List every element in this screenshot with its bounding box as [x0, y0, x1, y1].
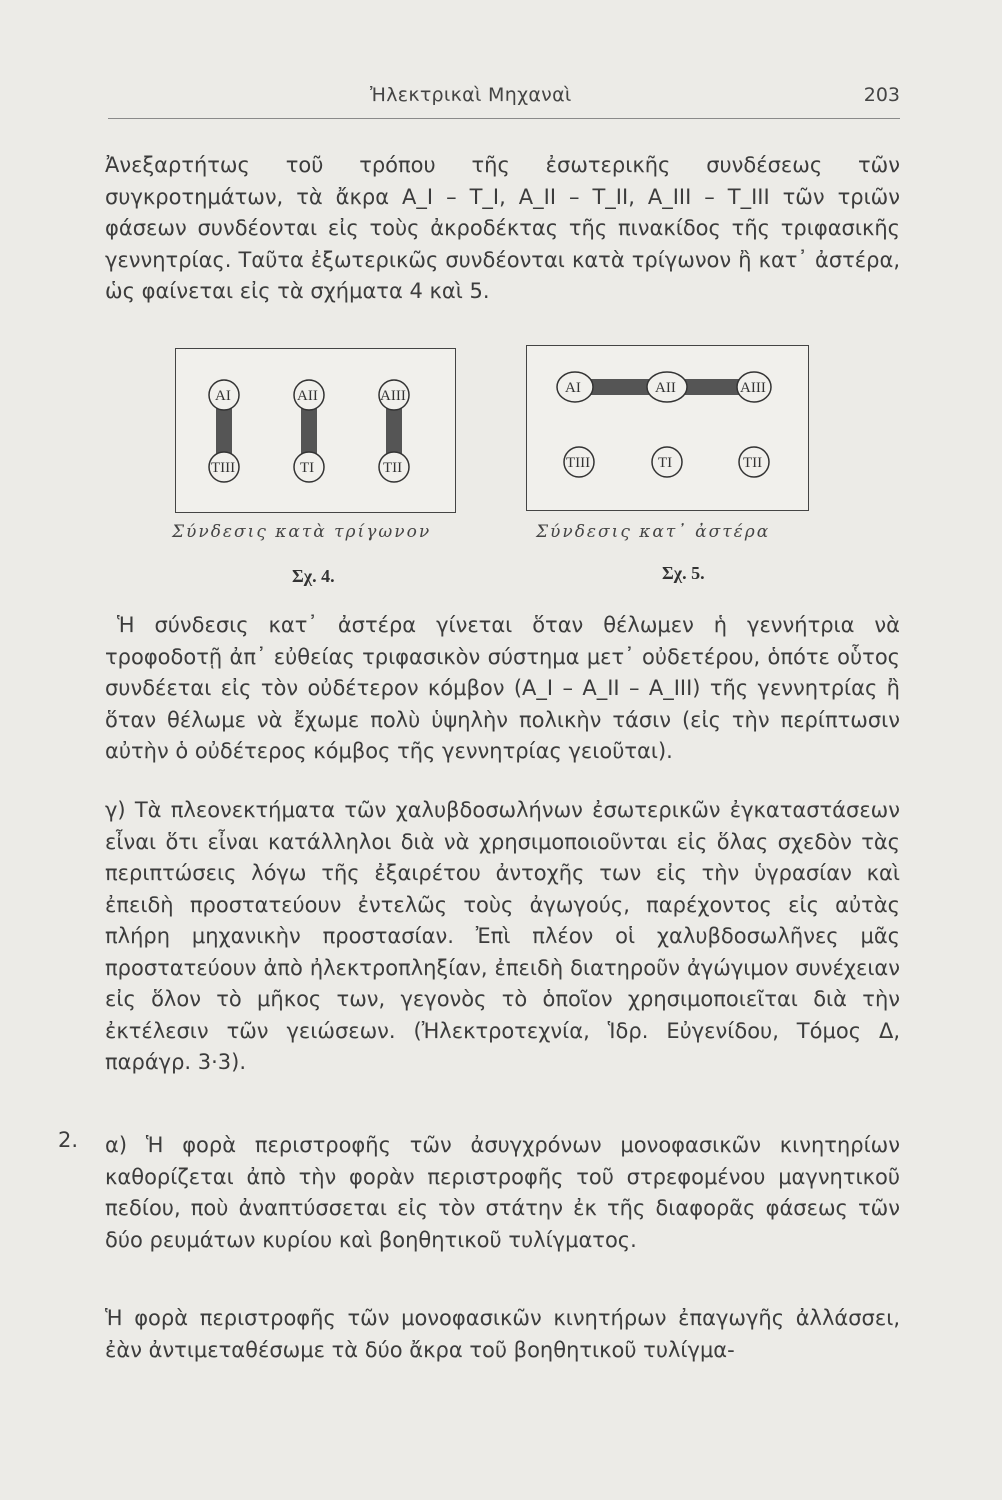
figure-5-caption: Σύνδεσις κατ᾽ ἀστέρα: [536, 522, 771, 542]
label-t3: TIII: [566, 455, 591, 471]
figure-5-number: Σχ. 5.: [662, 563, 705, 583]
label-t2: TII: [383, 460, 403, 476]
paragraph-rotation-direction: α) Ἡ φορὰ περιστροφῆς τῶν ἀσυγχρόνων μονοφασικῶν κινητηρίων καθορίζεται ἀπὸ τὴν φορὰν περιστροφῆς τοῦ στρεφομένου μαγνητικοῦ πεδίου, ποὺ ἀναπτύσσεται εἰς τὸν στάτην ἐκ τῆς διαφορᾶς φάσεως τῶν δύο ρευμάτων κυρίου καὶ βοηθητικοῦ τυλίγματος.: [105, 1133, 900, 1252]
delta-bottom-nodes: [209, 452, 409, 482]
star-bottom-nodes: [564, 447, 769, 477]
header-rule: [108, 118, 900, 119]
label-a3: AIII: [740, 380, 766, 396]
figure-5-svg: [527, 346, 808, 510]
running-head: [370, 84, 900, 114]
figure-5-star: [526, 345, 809, 511]
label-a1: AI: [215, 388, 231, 404]
figure-4-number: Σχ. 4.: [292, 566, 335, 586]
label-a1: AI: [565, 380, 581, 396]
item-number: 2.: [58, 1128, 79, 1152]
paragraph-star-connection: Ἡ σύνδεσις κατ᾽ ἀστέρα γίνεται ὅταν θέλωμεν ἡ γεννήτρια νὰ τροφοδοτῇ ἀπ᾽ εὐθείας τριφασικὸν σύστημα μετ᾽ οὐδετέρου, ὁπότε οὗτος συνδέεται εἰς τὸν οὐδέτερον κόμβον (A_I – A_II – A_III) τῆς γεννητρίας ἢ ὅταν θέλωμε νὰ ἔχωμε πολὺ ὑψηλὴν πολικὴν τάσιν (εἰς τὴν περίπτωσιν αὐτὴν ὁ οὐδέτερος κόμβος τῆς γεννητρίας γειοῦται).: [105, 613, 900, 763]
label-a2: AII: [655, 380, 676, 396]
figure-4-delta: [175, 348, 456, 513]
figure-4-caption: Σύνδεσις κατὰ τρίγωνον: [172, 522, 432, 542]
page-number: 203: [863, 84, 900, 106]
label-a2: AII: [297, 388, 318, 404]
running-title: Ἠλεκτρικαὶ Μηχαναὶ: [370, 84, 572, 106]
label-t1: TI: [658, 455, 673, 471]
figure-4-svg: [176, 349, 455, 512]
label-t2: TII: [743, 455, 763, 471]
label-a3: AIII: [380, 388, 406, 404]
paragraph-rotation-reversal: Ἡ φορὰ περιστροφῆς τῶν μονοφασικῶν κινητήρων ἐπαγωγῆς ἀλλάσσει, ἐὰν ἀντιμεταθέσωμε τὰ δύο ἄκρα τοῦ βοηθητικοῦ τυλίγμα-: [105, 1306, 900, 1362]
delta-top-nodes: [209, 380, 409, 410]
label-t1: TI: [300, 460, 315, 476]
star-top-nodes: [557, 372, 771, 402]
paragraph-steel-conduits: γ) Τὰ πλεονεκτήματα τῶν χαλυβδοσωλήνων ἐσωτερικῶν ἐγκαταστάσεων εἶναι ὅτι εἶναι κατάλληλοι διὰ νὰ χρησιμοποιοῦνται εἰς ὅλας σχεδὸν τὰς περιπτώσεις λόγω τῆς ἐξαιρέτου ἀντοχῆς των εἰς τὴν ὑγρασίαν καὶ ἐπειδὴ προστατεύουν ἐντελῶς τοὺς ἀγωγούς, παρέχοντος εἰς αὐτὰς πλήρη μηχανικὴν προστασίαν. Ἐπὶ πλέον οἱ χαλυβδοσωλῆνες μᾶς προστατεύουν ἀπὸ ἠλεκτροπληξίαν, ἐπειδὴ διατηροῦν ἀγώγιμον συνέχειαν εἰς ὅλον τὸ μῆκος των, γεγονὸς τὸ ὁποῖον χρησιμοποιεῖται διὰ τὴν ἐκτέλεσιν τῶν γειώσεων. (Ἠλεκτροτεχνία, Ἱδρ. Εὐγενίδου, Τόμος Δ, παράγρ. 3·3).: [105, 798, 900, 1074]
label-t3: TIII: [211, 460, 236, 476]
paragraph-connection-intro: Ἀνεξαρτήτως τοῦ τρόπου τῆς ἐσωτερικῆς συνδέσεως τῶν συγκροτημάτων, τὰ ἄκρα A_I – T_I, A_II – T_II, A_III – T_III τῶν τριῶν φάσεων συνδέονται εἰς τοὺς ἀκροδέκτας τῆς πινακίδος τῆς τριφασικῆς γεννητρίας. Ταῦτα ἐξωτερικῶς συνδέονται κατὰ τρίγωνον ἢ κατ᾽ ἀστέρα, ὡς φαίνεται εἰς τὰ σχήματα 4 καὶ 5.: [105, 153, 900, 303]
